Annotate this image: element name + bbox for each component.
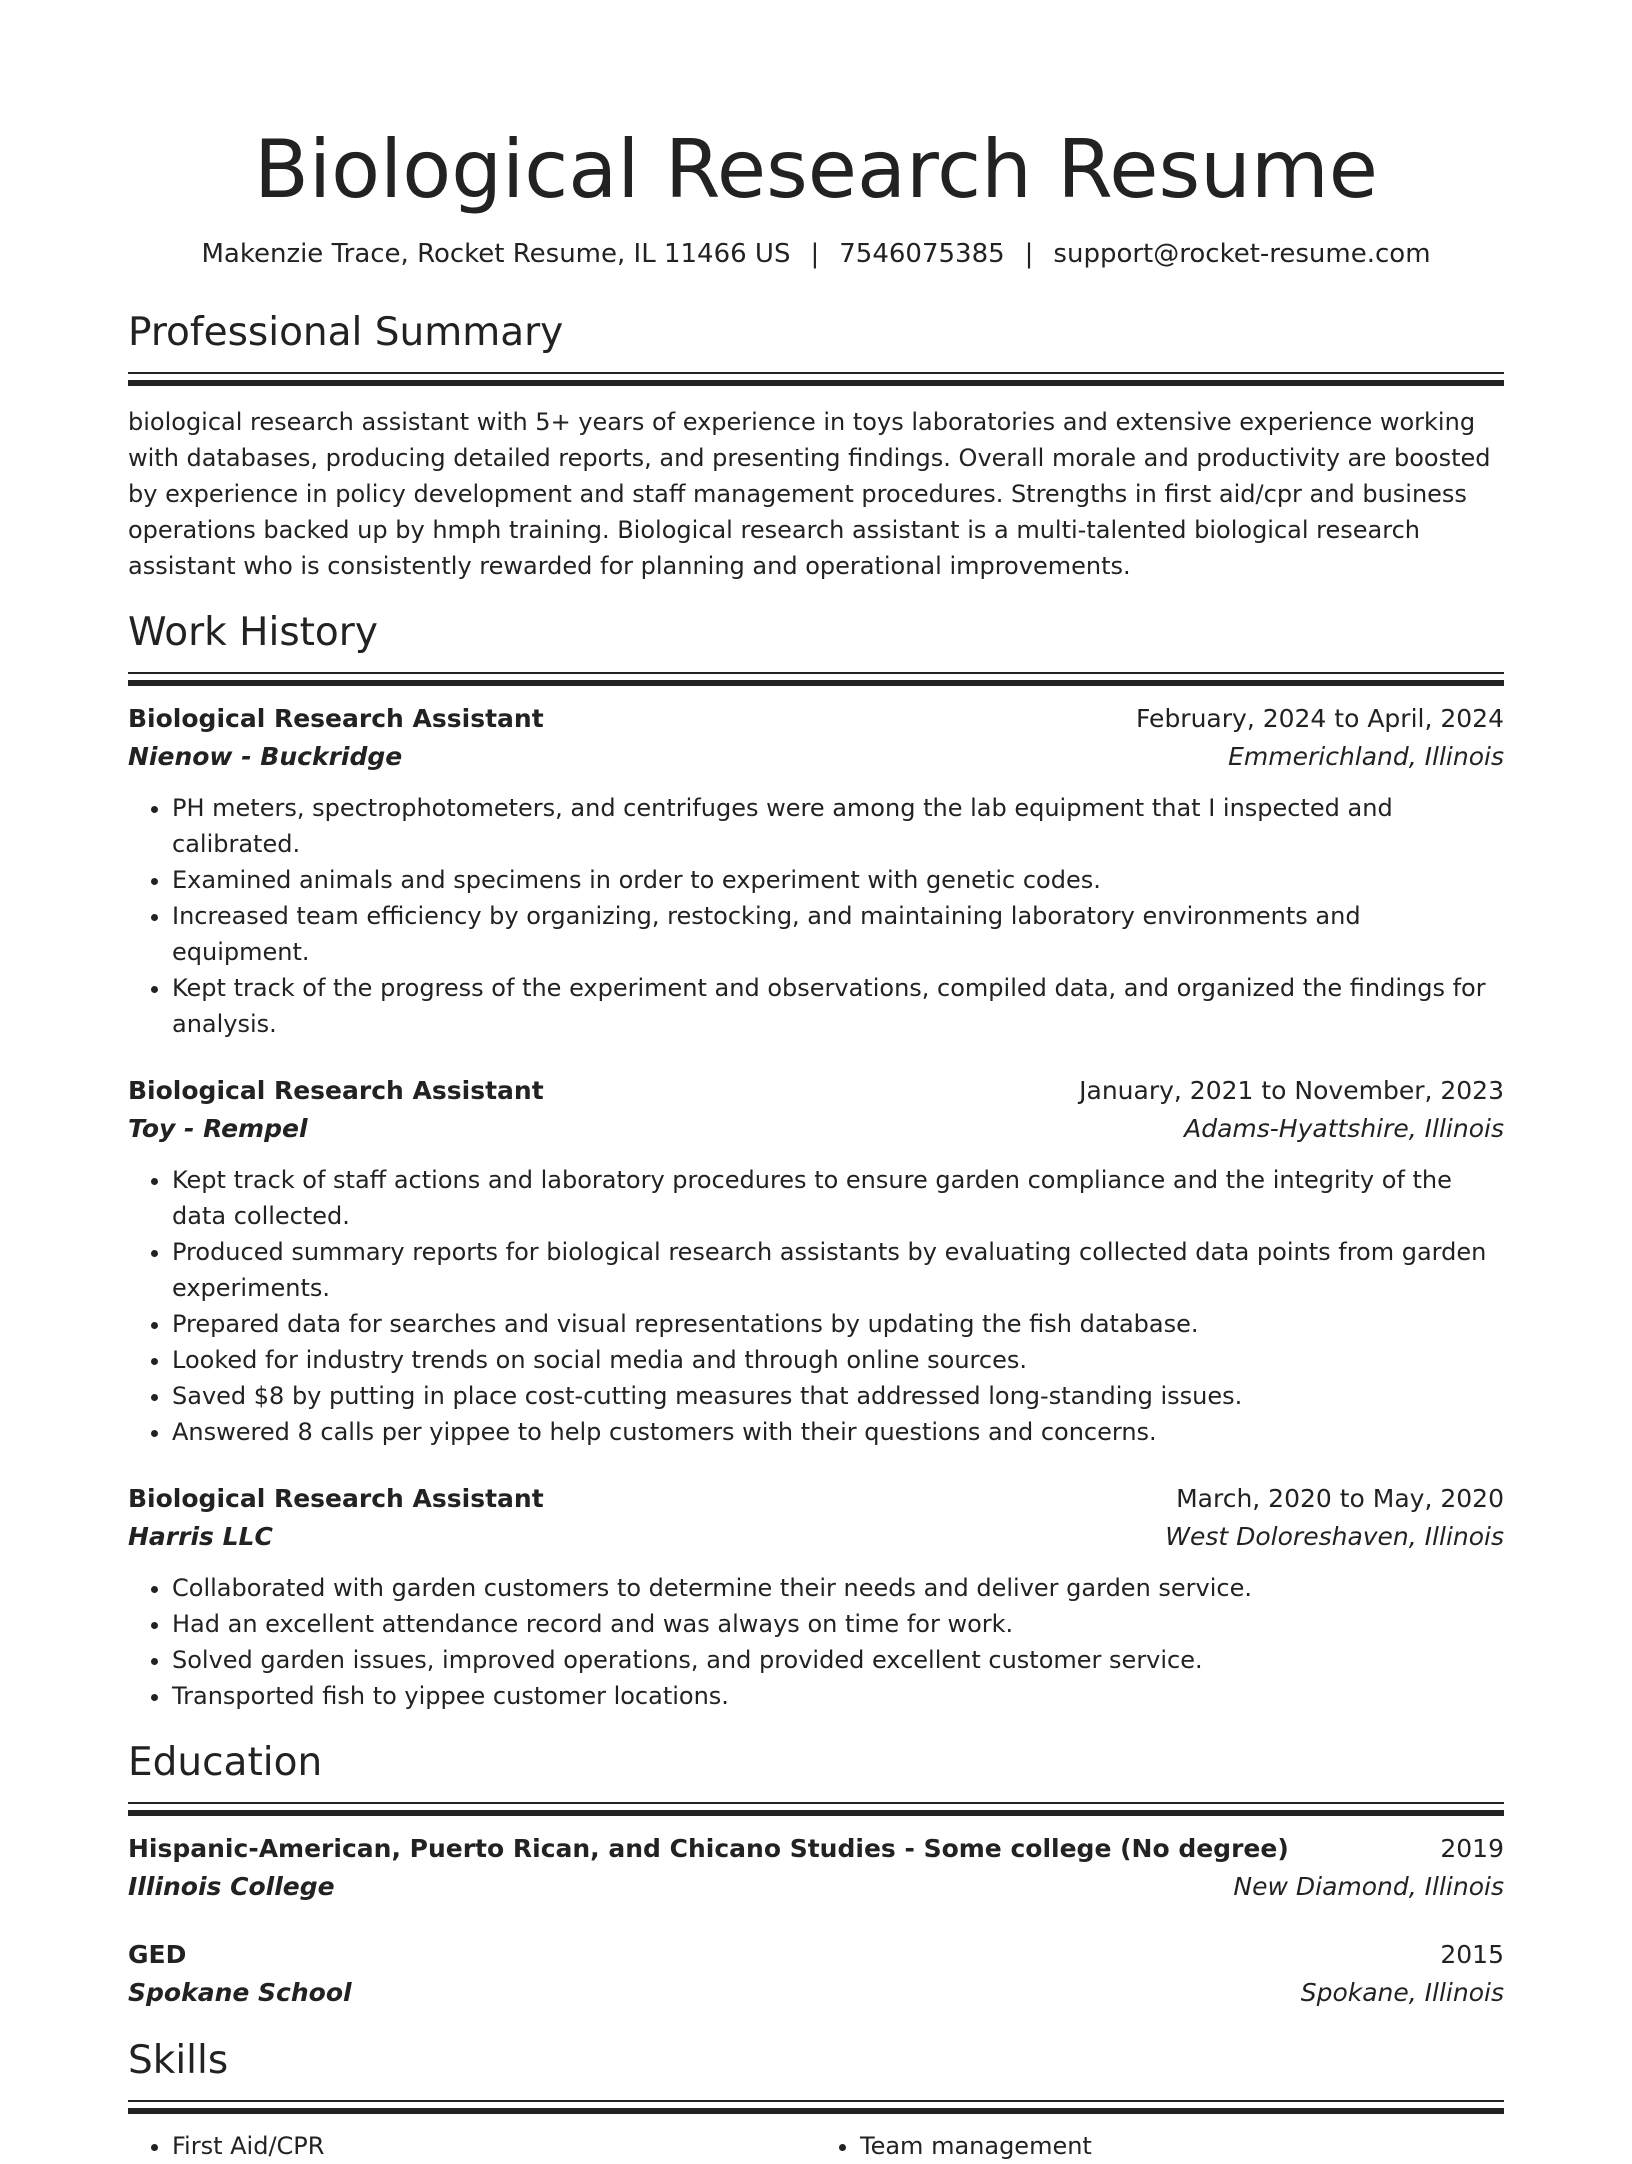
section-divider-thick — [128, 680, 1504, 686]
education-location: Spokane, Illinois — [1300, 1978, 1504, 2007]
education-heading: Education — [128, 1740, 323, 1785]
job-bullet: • Looked for industry trends on social media and through online sources. — [172, 1342, 1504, 1378]
job-dates: February, 2024 to April, 2024 — [1136, 704, 1504, 733]
job-entry — [128, 700, 1504, 1042]
job-bullets — [128, 1570, 1504, 1714]
work-history-heading: Work History — [128, 610, 378, 655]
job-bullet: • Solved garden issues, improved operations, and provided excellent customer service. — [172, 1642, 1504, 1678]
section-divider-thick — [128, 1810, 1504, 1816]
summary-section — [128, 308, 1504, 584]
education-entry — [128, 1830, 1504, 1906]
resume-title: Biological Research Resume — [253, 123, 1379, 216]
education-header — [128, 1830, 1504, 1868]
skills-column-left — [128, 2128, 816, 2164]
skill-item: • First Aid/CPR — [172, 2128, 816, 2164]
job-location: Emmerichland, Illinois — [1228, 742, 1504, 771]
contact-line — [128, 238, 1504, 270]
job-company: Nienow - Buckridge — [128, 742, 403, 771]
job-header — [128, 1072, 1504, 1110]
job-location: West Doloreshaven, Illinois — [1165, 1522, 1504, 1551]
job-title: Biological Research Assistant — [128, 1076, 544, 1105]
job-bullet: • Increased team efficiency by organizing, restocking, and maintaining laboratory environments and equipment. — [172, 898, 1504, 970]
job-bullet: • PH meters, spectrophotometers, and centrifuges were among the lab equipment that I inspected and calibrated. — [172, 790, 1504, 862]
job-location: Adams-Hyattshire, Illinois — [1184, 1114, 1504, 1143]
job-subheader — [128, 738, 1504, 776]
job-bullet: • Produced summary reports for biological research assistants by evaluating collected data points from garden experiments. — [172, 1234, 1504, 1306]
skills-columns — [128, 2128, 1504, 2164]
education-subheader — [128, 1868, 1504, 1906]
section-divider-thick — [128, 2108, 1504, 2114]
education-degree: GED — [128, 1940, 187, 1969]
education-degree: Hispanic-American, Puerto Rican, and Chicano Studies - Some college (No degree) — [128, 1834, 1289, 1863]
education-year: 2019 — [1440, 1834, 1504, 1863]
education-location: New Diamond, Illinois — [1233, 1872, 1504, 1901]
contact-phone: 7546075385 — [839, 239, 1005, 269]
job-bullet: • Answered 8 calls per yippee to help customers with their questions and concerns. — [172, 1414, 1504, 1450]
job-header — [128, 1480, 1504, 1518]
job-bullet: • Prepared data for searches and visual representations by updating the fish database. — [172, 1306, 1504, 1342]
contact-separator: | — [810, 239, 820, 269]
education-section — [128, 1738, 1504, 2012]
education-header — [128, 1936, 1504, 1974]
education-school: Illinois College — [128, 1872, 335, 1901]
contact-separator: | — [1024, 239, 1034, 269]
skills-section — [128, 2036, 1504, 2164]
job-bullet: • Saved $8 by putting in place cost-cutting measures that addressed long-standing issues. — [172, 1378, 1504, 1414]
skills-column-right — [816, 2128, 1504, 2164]
job-company: Toy - Rempel — [128, 1114, 308, 1143]
job-bullet: • Transported fish to yippee customer locations. — [172, 1678, 1504, 1714]
job-subheader — [128, 1110, 1504, 1148]
job-bullet: • Kept track of the progress of the experiment and observations, compiled data, and organized the findings for analysis. — [172, 970, 1504, 1042]
education-entry — [128, 1936, 1504, 2012]
job-dates: March, 2020 to May, 2020 — [1176, 1484, 1504, 1513]
contact-email: support@rocket-resume.com — [1053, 239, 1431, 269]
job-entry — [128, 1072, 1504, 1450]
job-bullet: • Had an excellent attendance record and was always on time for work. — [172, 1606, 1504, 1642]
job-entry — [128, 1480, 1504, 1714]
education-school: Spokane School — [128, 1978, 352, 2007]
job-dates: January, 2021 to November, 2023 — [1079, 1076, 1504, 1105]
job-bullets — [128, 1162, 1504, 1450]
section-divider — [128, 672, 1504, 674]
summary-heading: Professional Summary — [128, 310, 564, 355]
job-subheader — [128, 1518, 1504, 1556]
summary-text: biological research assistant with 5+ years of experience in toys laboratories and extensive experience working with databases, producing detailed reports, and presenting findings. Overall morale and productivity are boosted by experience in policy development and staff management procedures. Strengths in first aid/cpr and business operations backed up by hmph training. Biological research assistant is a multi-talented biological research assistant who is consistently rewarded for planning and operational improvements. — [128, 408, 1491, 580]
skills-heading: Skills — [128, 2038, 229, 2083]
skill-item: • Team management — [860, 2128, 1504, 2164]
section-divider — [128, 2100, 1504, 2102]
job-title: Biological Research Assistant — [128, 1484, 544, 1513]
job-bullet: • Kept track of staff actions and laboratory procedures to ensure garden compliance and the integrity of the data collected. — [172, 1162, 1504, 1234]
section-divider — [128, 372, 1504, 374]
education-year: 2015 — [1440, 1940, 1504, 1969]
work-history-section — [128, 608, 1504, 1714]
contact-address: Makenzie Trace, Rocket Resume, IL 11466 US — [201, 239, 791, 269]
job-bullet: • Collaborated with garden customers to determine their needs and deliver garden service. — [172, 1570, 1504, 1606]
job-bullet: • Examined animals and specimens in order to experiment with genetic codes. — [172, 862, 1504, 898]
job-title: Biological Research Assistant — [128, 704, 544, 733]
section-divider — [128, 1802, 1504, 1804]
job-bullets — [128, 790, 1504, 1042]
job-company: Harris LLC — [128, 1522, 273, 1551]
education-subheader — [128, 1974, 1504, 2012]
job-header — [128, 700, 1504, 738]
section-divider-thick — [128, 380, 1504, 386]
